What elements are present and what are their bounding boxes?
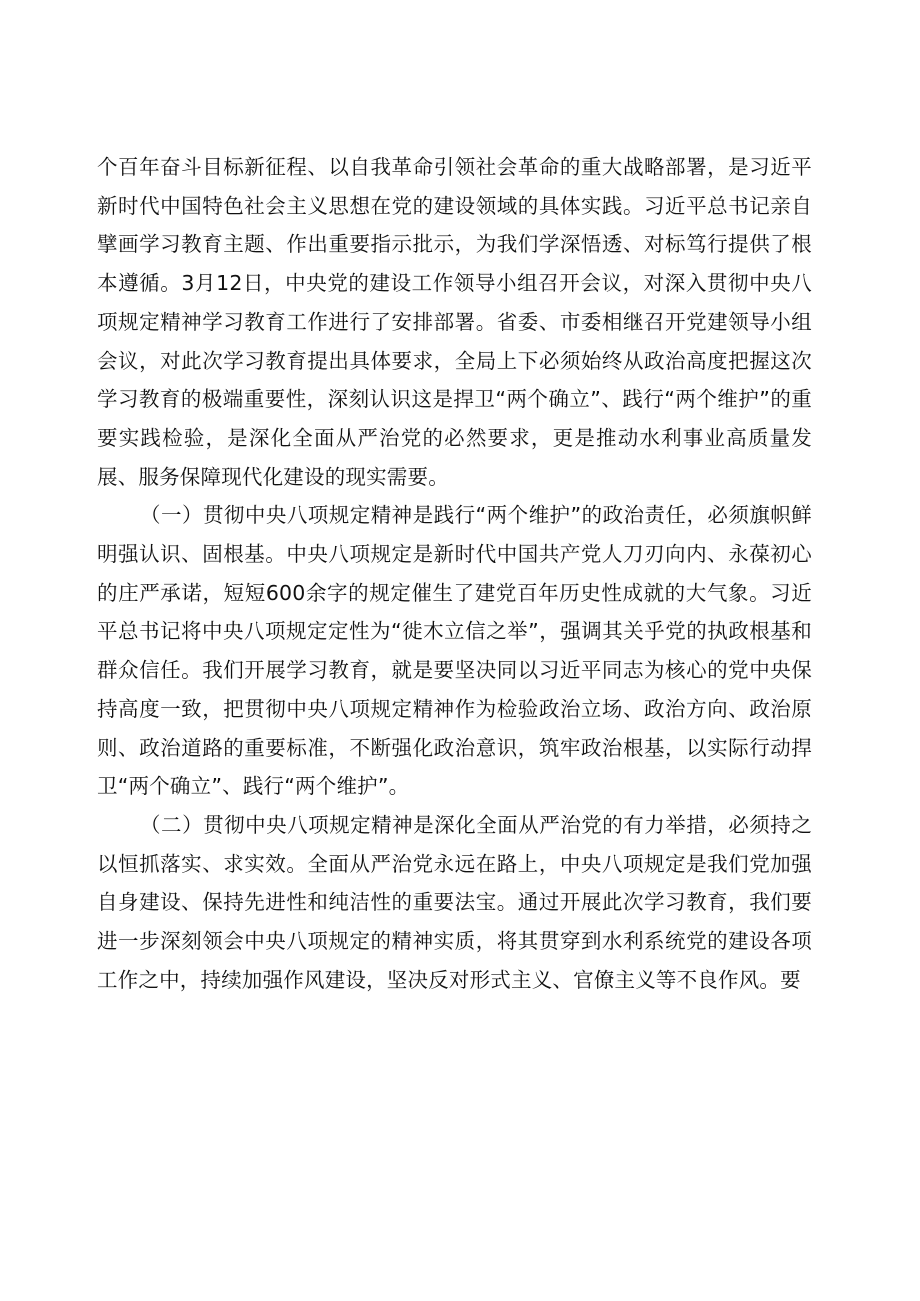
paragraph-section-one: （一）贯彻中央八项规定精神是践行“两个维护”的政治责任，必须旗帜鲜明强认识、固根基。中央八项规定是新时代中国共产党人刀刃向内、永葆初心的庄严承诺，短短600余字的规定催生了建党百年历史性成就的大气象。习近平总书记将中央八项规定定性为“徙木立信之举”，强调其关乎党的执政根基和群众信任。我们开展学习教育，就是要坚决同以习近平同志为核心的党中央保持高度一致，把贯彻中央八项规定精神作为检验政治立场、政治方向、政治原则、政治道路的重要标准，不断强化政治意识，筑牢政治根基，以实际行动捍卫“两个确立”、践行“两个维护”。 [97, 503, 812, 799]
paragraph-section-two: （二）贯彻中央八项规定精神是深化全面从严治党的有力举措，必须持之以恒抓落实、求实效。全面从严治党永远在路上，中央八项规定是我们党加强自身建设、保持先进性和纯洁性的重要法宝。通过开展此次学习教育，我们要进一步深刻领会中央八项规定的精神实质，将其贯穿到水利系统党的建设各项工作之中，持续加强作风建设，坚决反对形式主义、官僚主义等不良作风。要 [97, 812, 812, 992]
document-body [97, 148, 812, 999]
paragraph-continuation: 个百年奋斗目标新征程、以自我革命引领社会革命的重大战略部署，是习近平新时代中国特色社会主义思想在党的建设领域的具体实践。习近平总书记亲自擘画学习教育主题、作出重要指示批示，为我们学深悟透、对标笃行提供了根本遵循。3月12日，中央党的建设工作领导小组召开会议，对深入贯彻中央八项规定精神学习教育工作进行了安排部署。省委、市委相继召开党建领导小组会议，对此次学习教育提出具体要求，全局上下必须始终从政治高度把握这次学习教育的极端重要性，深刻认识这是捍卫“两个确立”、践行“两个维护”的重要实践检验，是深化全面从严治党的必然要求，更是推动水利事业高质量发展、服务保障现代化建设的现实需要。 [97, 155, 812, 489]
